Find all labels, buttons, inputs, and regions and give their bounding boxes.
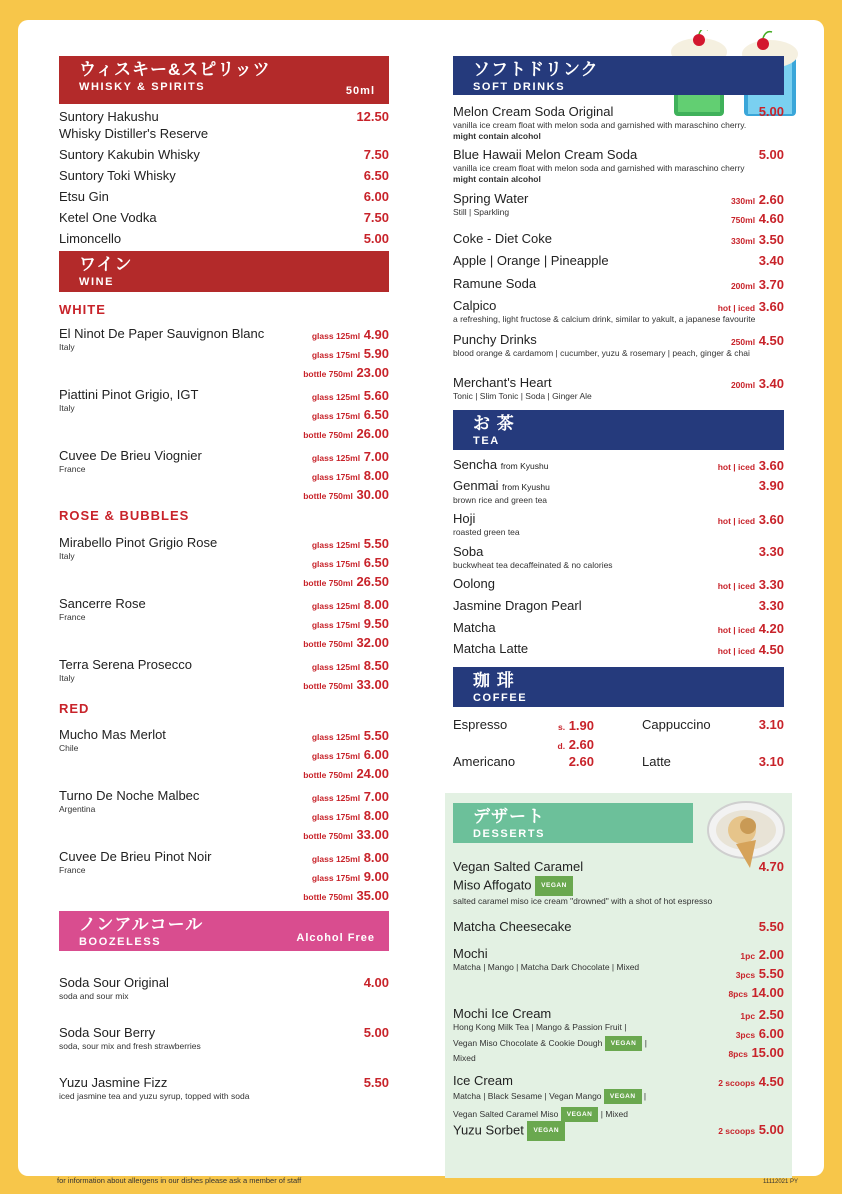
menu-item — [453, 231, 784, 253]
wine-item — [59, 849, 389, 911]
item-prices: hot | iced 3.30 — [717, 577, 784, 592]
item-name: Matcha Latte — [453, 641, 529, 656]
item-name: Ramune Soda — [453, 276, 537, 291]
dessert-item — [453, 946, 784, 1006]
affogato-image — [706, 800, 786, 870]
item-origin: Italy — [59, 403, 75, 413]
vegan-badge: VEGAN — [605, 1036, 643, 1051]
dessert-item — [453, 1006, 784, 1073]
item-desc: vanilla ice cream float with melon soda and garnished with maraschino cherry. might contain alcohol — [453, 120, 747, 141]
item-prices: 2 scoops 5.00 — [718, 1122, 784, 1137]
wine-prices: glass 125ml 7.00 glass 175ml 8.00 bottle 750ml 33.00 — [303, 789, 389, 842]
item-prices: hot | iced 3.60 — [717, 512, 784, 527]
coffee-title-jp: 珈 琲 — [473, 671, 515, 690]
item-name: Soda Sour Original — [59, 975, 169, 990]
boozeless-list — [59, 975, 389, 1105]
wine-prices: glass 125ml 7.00 glass 175ml 8.00 bottle 750ml 30.00 — [303, 449, 389, 502]
boozeless-title-jp: ノンアルコール — [79, 915, 204, 934]
boozeless-banner — [59, 911, 389, 951]
item-name: Suntory Toki Whisky — [59, 168, 176, 183]
whisky-list — [59, 109, 389, 251]
item-name: Mochi Ice Cream — [453, 1006, 552, 1021]
menu-item — [59, 189, 389, 210]
allergen-note: for information about allergens in our dishes please ask a member of staff — [57, 1176, 302, 1185]
coffee-title: COFFEE — [473, 692, 528, 704]
red-wine-list — [59, 727, 389, 911]
menu-item — [453, 191, 784, 231]
item-origin: France — [59, 464, 86, 474]
item-name: Turno De Noche Malbec — [59, 788, 200, 803]
tea-item — [453, 598, 784, 620]
item-desc: buckwheat tea decaffeinated & no calories — [453, 560, 613, 570]
item-prices: hot | iced 4.50 — [717, 642, 784, 657]
tea-item — [453, 620, 784, 641]
item-name: Punchy Drinks — [453, 332, 537, 347]
item-origin: France — [59, 865, 86, 875]
menu-page — [18, 20, 824, 1185]
dessert-item — [453, 919, 784, 946]
item-desc: iced jasmine tea and yuzu syrup, topped with soda — [59, 1091, 250, 1101]
espresso-name: Espresso — [453, 717, 508, 732]
item-name: Apple | Orange | Pineapple — [453, 253, 609, 268]
wine-item — [59, 657, 389, 701]
soft-drinks-title-jp: ソフトドリンク — [473, 60, 599, 79]
item-name: Sencha from Kyushu — [453, 457, 549, 472]
item-name: Cuvee De Brieu Viognier — [59, 448, 202, 463]
dessert-item — [453, 1121, 784, 1143]
item-desc: Vegan Salted Caramel Miso VEGAN | Mixed — [453, 1107, 784, 1122]
item-prices: 330ml 3.50 — [730, 232, 784, 247]
item-prices: 1pc 2.00 3pcs 5.50 8pcs 14.00 — [728, 947, 784, 1000]
menu-item — [59, 231, 389, 251]
item-prices: hot | iced 3.60 — [717, 458, 784, 473]
item-desc: salted caramel miso ice cream "drowned" with a shot of hot espresso — [453, 896, 713, 906]
item-name: Jasmine Dragon Pearl — [453, 598, 582, 613]
wine-prices: glass 125ml 5.50 glass 175ml 6.00 bottle 750ml 24.00 — [303, 728, 389, 781]
soft-drinks-list — [453, 104, 784, 410]
tea-item — [453, 576, 784, 598]
item-desc: soda and sour mix — [59, 991, 129, 1001]
vegan-badge: VEGAN — [527, 1121, 565, 1141]
tea-title-jp: お 茶 — [473, 414, 515, 433]
right-column — [453, 56, 784, 777]
item-name: Blue Hawaii Melon Cream Soda — [453, 147, 638, 162]
item-desc: brown rice and green tea — [453, 495, 548, 505]
desserts-title: DESSERTS — [473, 828, 546, 840]
tea-list — [453, 457, 784, 667]
cappuccino-price: 3.10 — [758, 717, 784, 732]
desserts-banner — [453, 803, 693, 843]
latte-name: Latte — [642, 754, 671, 769]
menu-item — [59, 210, 389, 231]
menu-item — [453, 332, 784, 375]
item-name: El Ninot De Paper Sauvignon Blanc — [59, 326, 265, 341]
item-price: 5.00 — [363, 231, 389, 246]
item-name: Suntory Kakubin Whisky — [59, 147, 200, 162]
menu-item — [453, 253, 784, 276]
item-name: Melon Cream Soda Original — [453, 104, 614, 119]
item-origin: France — [59, 612, 86, 622]
item-price: 12.50 — [356, 109, 389, 124]
wine-prices: glass 125ml 4.90 glass 175ml 5.90 bottle 750ml 23.00 — [303, 327, 389, 380]
rose-wine-list — [59, 535, 389, 701]
menu-item — [453, 104, 784, 147]
item-name: Soba — [453, 544, 484, 559]
boozeless-title: BOOZELESS — [79, 936, 162, 948]
item-name: Yuzu Sorbet VEGAN — [453, 1121, 784, 1141]
item-price: 4.00 — [363, 975, 389, 990]
whisky-banner — [59, 56, 389, 104]
item-name: Cuvee De Brieu Pinot Noir — [59, 849, 212, 864]
item-prices: 200ml 3.70 — [730, 277, 784, 292]
espresso-prices: s. 1.90 d. 2.60 — [557, 718, 594, 752]
item-price: 5.00 — [758, 104, 784, 119]
item-origin: Argentina — [59, 804, 96, 814]
item-desc: Mixed — [453, 1053, 476, 1063]
whisky-title: WHISKY & SPIRITS — [79, 81, 206, 93]
vegan-badge: VEGAN — [561, 1107, 599, 1122]
menu-item — [453, 276, 784, 298]
item-name: Matcha — [453, 620, 496, 635]
red-wine-heading: RED — [59, 701, 90, 716]
tea-item — [453, 457, 784, 478]
wine-title: WINE — [79, 276, 115, 288]
menu-item — [59, 1025, 389, 1075]
latte-price: 3.10 — [758, 754, 784, 769]
item-name: Coke - Diet Coke — [453, 231, 552, 246]
item-name: Vegan Salted Caramel — [453, 859, 584, 874]
whisky-measure: 50ml — [345, 85, 375, 97]
item-name: Ketel One Vodka — [59, 210, 157, 225]
tea-title: TEA — [473, 435, 500, 447]
item-desc: Matcha | Black Sesame | Vegan Mango VEGAN | — [453, 1089, 784, 1104]
item-name: Spring Water — [453, 191, 529, 206]
item-price: 3.30 — [758, 544, 784, 559]
item-prices: 200ml 3.40 — [730, 376, 784, 391]
menu-item — [59, 147, 389, 168]
wine-item — [59, 448, 389, 509]
menu-item — [59, 168, 389, 189]
menu-code: 11112021 PY — [762, 1179, 798, 1185]
item-name: Etsu Gin — [59, 189, 109, 204]
soft-drinks-banner — [453, 56, 784, 95]
item-desc: Hong Kong Milk Tea | Mango & Passion Fruit | — [453, 1022, 627, 1032]
left-column — [59, 56, 389, 1105]
alcohol-free-label: Alcohol Free — [296, 932, 375, 944]
wine-prices: glass 125ml 8.00 glass 175ml 9.50 bottle 750ml 32.00 — [303, 597, 389, 650]
item-price: 5.50 — [363, 1075, 389, 1090]
item-price: 6.50 — [363, 168, 389, 183]
item-desc: Still | Sparkling — [453, 207, 510, 217]
item-price: 5.00 — [363, 1025, 389, 1040]
menu-item — [453, 375, 784, 410]
americano-price: 2.60 — [568, 754, 594, 769]
item-name: Merchant's Heart — [453, 375, 552, 390]
item-name: Soda Sour Berry — [59, 1025, 156, 1040]
item-desc: Matcha | Mango | Matcha Dark Chocolate | Mixed — [453, 962, 640, 972]
item-prices: hot | iced 4.20 — [717, 621, 784, 636]
item-name: Hoji — [453, 511, 476, 526]
whisky-title-jp: ウィスキー&スピリッツ — [79, 60, 271, 79]
item-price: 5.50 — [758, 919, 784, 934]
item-desc: a refreshing, light fructose & calcium drink, similar to yakult, a japanese favourite — [453, 314, 756, 324]
item-price: 4.70 — [758, 859, 784, 874]
soft-drinks-title: SOFT DRINKS — [473, 81, 566, 93]
item-price: 7.50 — [363, 147, 389, 162]
menu-item — [453, 147, 784, 191]
item-name-line2: Miso Affogato VEGAN — [453, 876, 784, 896]
item-name: Sancerre Rose — [59, 596, 146, 611]
item-name: Mucho Mas Merlot — [59, 727, 166, 742]
item-name: Suntory Hakushu — [59, 109, 159, 124]
item-price: 7.50 — [363, 210, 389, 225]
item-name-line2: Whisky Distiller's Reserve — [59, 126, 209, 141]
wine-item — [59, 535, 389, 596]
dessert-item — [453, 1073, 784, 1121]
wine-prices: glass 125ml 5.50 glass 175ml 6.50 bottle 750ml 26.50 — [303, 536, 389, 589]
tea-item — [453, 641, 784, 667]
item-name: Mochi — [453, 946, 488, 961]
desserts-list — [453, 859, 784, 1143]
item-desc: Vegan Miso Chocolate & Cookie Dough VEGAN | — [453, 1036, 784, 1051]
item-price: 5.00 — [758, 147, 784, 162]
item-desc: blood orange & cardamom | cucumber, yuzu & rosemary | peach, ginger & chai — [453, 348, 750, 358]
wine-prices: glass 125ml 8.50 bottle 750ml 33.00 — [303, 658, 389, 692]
item-name: Genmai from Kyushu — [453, 478, 550, 493]
tea-item — [453, 511, 784, 544]
menu-item — [453, 298, 784, 332]
item-name: Mirabello Pinot Grigio Rose — [59, 535, 218, 550]
item-prices: 250ml 4.50 — [730, 333, 784, 348]
desserts-title-jp: デザート — [473, 807, 545, 826]
rose-wine-heading: ROSE & BUBBLES — [59, 508, 190, 523]
menu-item — [59, 109, 389, 147]
item-desc: roasted green tea — [453, 527, 520, 537]
item-name: Piattini Pinot Grigio, IGT — [59, 387, 199, 402]
item-name: Ice Cream — [453, 1073, 513, 1088]
menu-item — [59, 975, 389, 1025]
tea-banner — [453, 410, 784, 450]
item-origin: Chile — [59, 743, 79, 753]
wine-item — [59, 788, 389, 849]
item-desc: vanilla ice cream float with melon soda and garnished with maraschino cherry might contain alcohol — [453, 163, 745, 184]
item-origin: Italy — [59, 551, 75, 561]
vegan-badge: VEGAN — [535, 876, 573, 896]
item-origin: Italy — [59, 342, 75, 352]
item-name: Limoncello — [59, 231, 122, 246]
item-name: Terra Serena Prosecco — [59, 657, 192, 672]
tea-item — [453, 544, 784, 576]
white-wine-list — [59, 326, 389, 509]
coffee-list — [453, 717, 784, 777]
item-name: Yuzu Jasmine Fizz — [59, 1075, 168, 1090]
item-prices: 330ml 2.60 750ml 4.60 — [730, 192, 784, 226]
item-price: 3.90 — [758, 478, 784, 493]
item-price: 3.40 — [758, 253, 784, 268]
wine-banner — [59, 251, 389, 292]
item-desc: Tonic | Slim Tonic | Soda | Ginger Ale — [453, 391, 592, 401]
white-wine-heading: WHITE — [59, 302, 106, 317]
item-name: Calpico — [453, 298, 497, 313]
vegan-badge: VEGAN — [604, 1089, 642, 1104]
tea-item — [453, 478, 784, 511]
item-desc: soda, sour mix and fresh strawberries — [59, 1041, 201, 1051]
item-origin: Italy — [59, 673, 75, 683]
cappuccino-name: Cappuccino — [642, 717, 711, 732]
item-prices: 1pc 2.50 3pcs 6.00 8pcs 15.00 — [728, 1007, 784, 1060]
wine-title-jp: ワイン — [79, 255, 133, 274]
item-name: Matcha Cheesecake — [453, 919, 572, 934]
wine-item — [59, 387, 389, 448]
item-price: 6.00 — [363, 189, 389, 204]
wine-item — [59, 596, 389, 657]
item-price: 3.30 — [758, 598, 784, 613]
wine-item — [59, 727, 389, 788]
americano-name: Americano — [453, 754, 516, 769]
wine-prices: glass 125ml 8.00 glass 175ml 9.00 bottle 750ml 35.00 — [303, 850, 389, 903]
wine-prices: glass 125ml 5.60 glass 175ml 6.50 bottle 750ml 26.00 — [303, 388, 389, 441]
coffee-banner — [453, 667, 784, 707]
item-prices: hot | iced 3.60 — [717, 299, 784, 314]
menu-item — [59, 1075, 389, 1105]
item-prices: 2 scoops 4.50 — [718, 1074, 784, 1089]
item-name: Oolong — [453, 576, 495, 591]
wine-item — [59, 326, 389, 387]
